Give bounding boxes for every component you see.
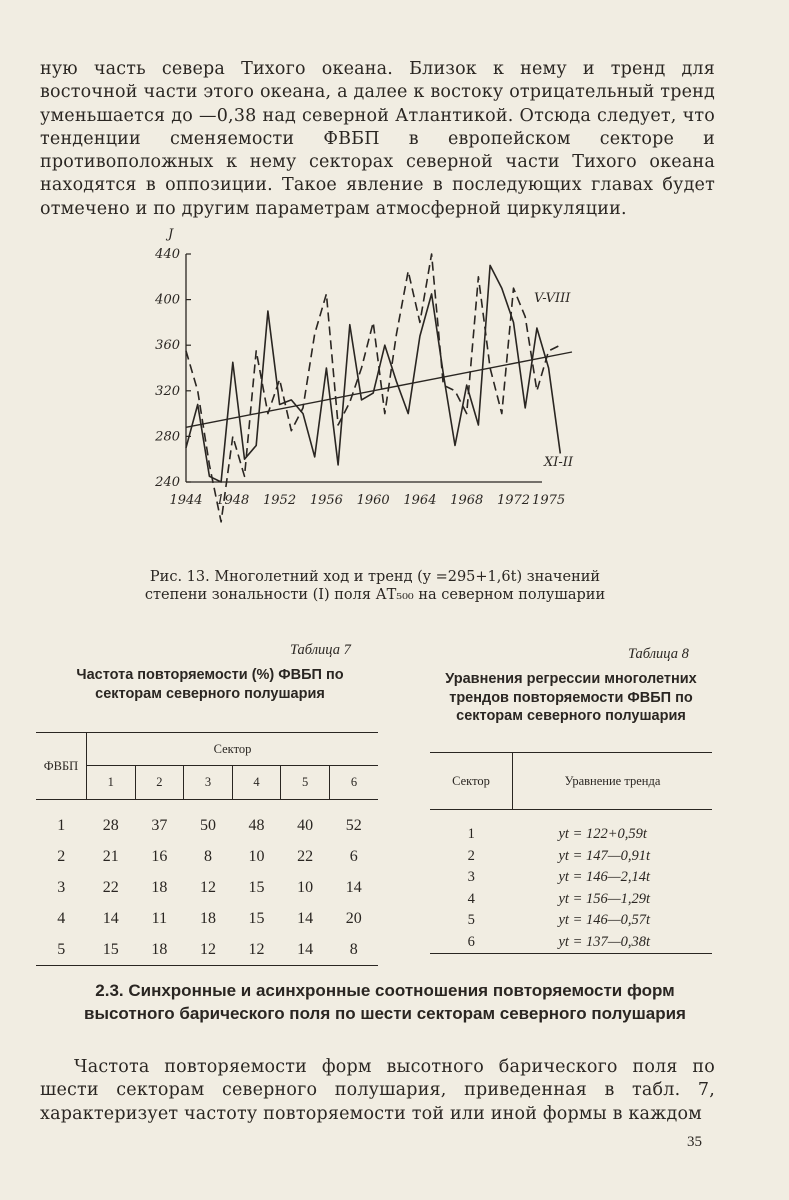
table8-col-sector: Сектор [430,753,513,810]
table7-col-header: 3 [184,766,233,800]
table8-sector: 5 [467,912,475,929]
table7-cell: 15 [248,878,265,896]
table7-cell: 5 [36,934,87,966]
table-row [36,934,378,966]
table8-equation: yt = 137—0,38t [513,932,713,954]
table7-cell: 14 [297,909,314,927]
table8-number: Таблица 8 [628,646,689,662]
x-tick-label: 1975 [532,493,566,508]
table7-cell: 12 [232,934,281,966]
table7-cell: 12 [199,878,216,896]
table7-cell: 15 [87,934,136,966]
table7-cell: 50 [199,816,216,834]
table-row [36,903,378,934]
table-row [430,889,712,911]
series-label-v-viii: V-VIII [534,291,571,306]
table7-cell: 18 [135,934,184,966]
table7-cell: 20 [345,909,362,927]
x-tick-label: 1948 [216,493,250,508]
table8 [430,752,712,954]
x-tick-label: 1968 [450,493,484,508]
x-tick-label: 1944 [169,493,203,508]
table-row [36,841,378,872]
table7-col-group: Сектор [87,733,379,766]
table7-cell: 14 [102,909,119,927]
table-row [430,932,712,954]
table8-sector: 3 [467,869,475,886]
series-line-trend [186,352,572,427]
table7 [36,732,378,966]
table7-cell: 1 [57,816,66,834]
table8-equation: yt = 122+0,59t [558,826,647,843]
table7-cell: 6 [349,847,358,865]
table7-cell: 18 [151,878,168,896]
table7-cell: 16 [151,847,168,865]
table7-cell: 22 [102,878,119,896]
x-tick-label: 1964 [403,493,437,508]
table7-col-header: 1 [87,766,136,800]
table7-col-header: 2 [135,766,184,800]
table-row [430,867,712,889]
table7-cell: 18 [199,909,216,927]
table7-cell: 2 [57,847,66,865]
table7-col-header: 5 [281,766,330,800]
section-heading: 2.3. Синхронные и асинхронные соотношения повторяемости форм высотного барического поля по шести секторам северного полушария [84,981,686,1023]
table8-equation: yt = 146—2,14t [558,869,651,886]
table7-cell: 14 [345,878,362,896]
x-tick-label: 1972 [496,493,531,508]
table7-cell: 14 [281,934,330,966]
table-row [430,810,712,846]
table8-sector: 4 [467,890,475,907]
y-tick-label: 320 [155,383,180,399]
y-tick-label: 280 [155,429,180,445]
x-tick-label: 1956 [309,493,343,508]
table7-cell: 10 [248,847,265,865]
table8-equation: yt = 156—1,29t [558,890,651,907]
table-row [36,800,378,842]
table7-cell: 40 [297,816,314,834]
table7-col-header: 6 [329,766,378,800]
table7-cell: 15 [248,909,265,927]
table7-cell: 8 [203,847,212,865]
y-tick-label: 240 [155,475,180,490]
body-paragraph-2: Частота повторяемости форм высотного барического поля по шести секторам северного полушария, приведенная в табл. 7, характеризует частоту повторяемости той или иной формы в каждом [40,1057,715,1124]
y-tick-label: 360 [155,338,180,354]
table7-cell: 10 [297,878,314,896]
table8-sector: 1 [467,826,475,843]
table7-cell: 11 [151,909,168,927]
x-tick-label: 1960 [356,493,390,508]
zonality-chart [140,220,590,565]
table8-col-equation: Уравнение тренда [513,753,713,810]
table7-cell: 3 [57,878,66,896]
table7-number: Таблица 7 [290,642,351,658]
table8-sector: 6 [430,932,513,954]
series-label-xi-ii: XI-II [544,455,574,470]
x-tick-label: 1952 [263,493,297,508]
table7-cell: 12 [184,934,233,966]
table7-cell: 22 [297,847,314,865]
y-axis-label: J [168,227,174,242]
table8-equation: yt = 147—0,91t [558,847,651,864]
table7-cell: 21 [102,847,119,865]
table7-cell: 8 [329,934,378,966]
table8-sector: 2 [467,847,475,864]
table7-title: Частота повторяемости (%) ФВБП по секторам северного полушария [76,667,344,702]
series-line-xi-ii [186,265,560,482]
table7-cell: 48 [248,816,265,834]
table7-col-header: 4 [232,766,281,800]
table8-equation: yt = 146—0,57t [558,912,651,929]
y-tick-label: 440 [155,247,180,262]
table7-cell: 28 [102,816,119,834]
table-row [36,872,378,903]
page-number: 35 [687,1134,702,1150]
table-row [430,910,712,932]
table7-row-header: ФВБП [36,733,87,800]
body-paragraph-1: ную часть севера Тихого океана. Близок к нему и тренд для восточной части этого океана, а далее к востоку отрицательный тренд уменьшается до —0,38 над северной Атлантикой. Отсюда следует, что тенденции сменяемости ФВБП в европейском секторе и противоположных к нему секторах северной части Тихого океана находятся в оппозиции. Такое явление в последующих главах будет отмечено и по другим параметрам атмосферной циркуляции. [40,59,715,219]
table8-title: Уравнения регрессии многолетних трендов повторяемости ФВБП по секторам северного полушария [445,671,697,724]
table7-cell: 52 [345,816,362,834]
table7-cell: 37 [151,816,168,834]
table7-cell: 4 [57,909,66,927]
y-tick-label: 400 [155,292,180,308]
figure-caption: Рис. 13. Многолетний ход и тренд (y =295+1,6t) значений степени зональности (I) поля АТ₅₀₀ на северном полушарии [144,569,606,603]
table-row [430,846,712,868]
